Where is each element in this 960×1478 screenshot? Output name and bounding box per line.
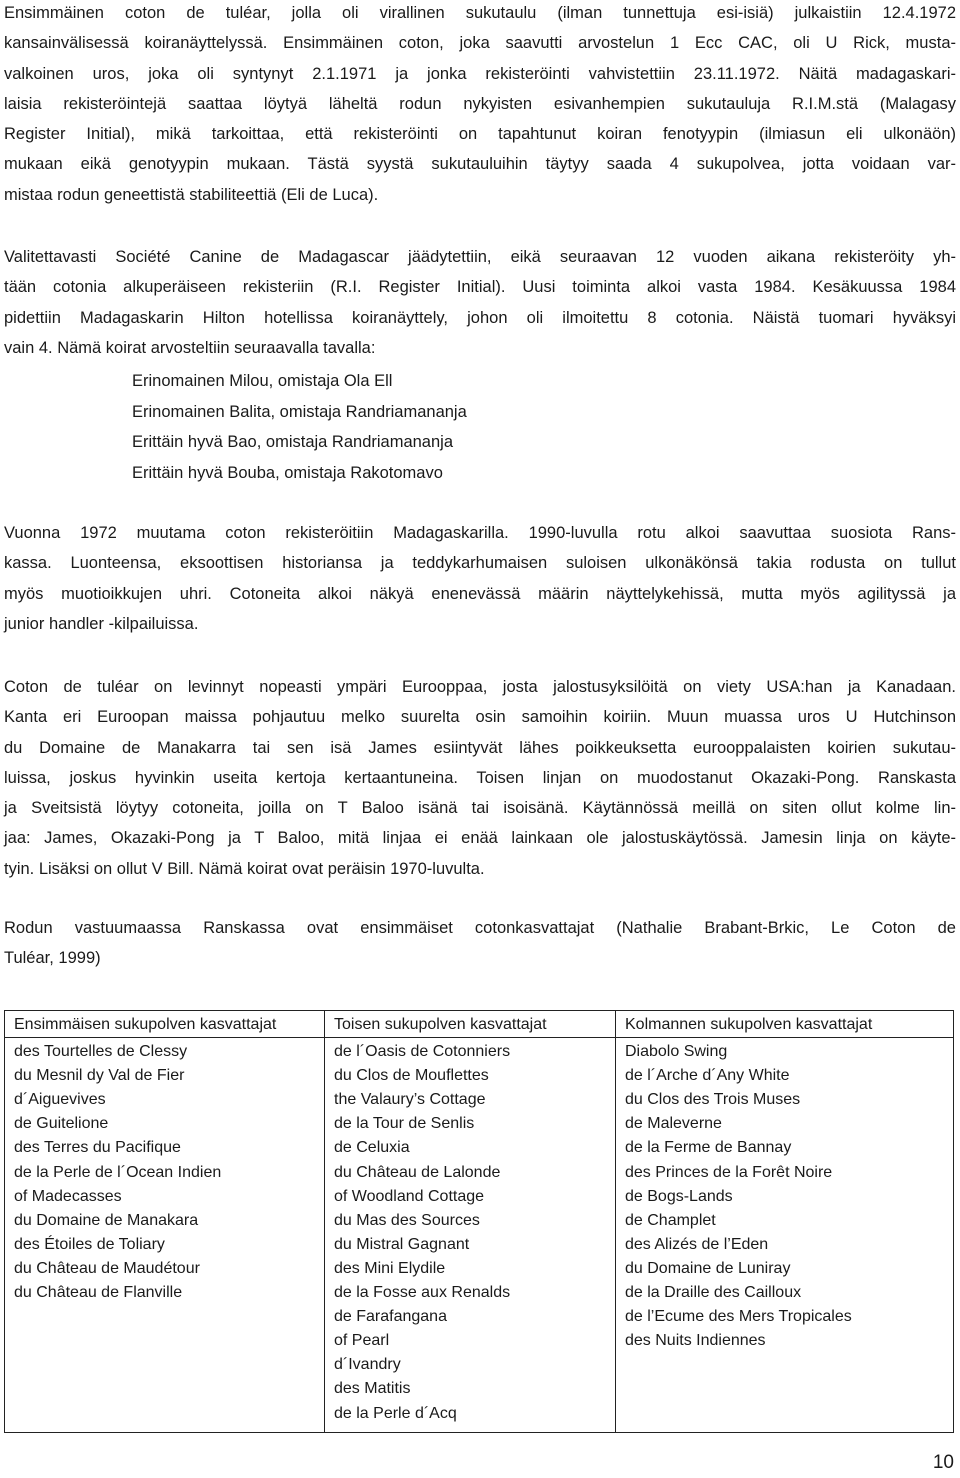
list-item: of Madecasses (14, 1187, 122, 1205)
list-item: des Princes de la Forêt Noire (625, 1163, 833, 1181)
paragraph-european-lines (4, 672, 956, 884)
list-item: Erinomainen Milou, omistaja Ola Ell (132, 372, 393, 390)
list-item: des Étoiles de Toliary (14, 1235, 165, 1253)
text-line: Register Initial), mikä tarkoittaa, että rekisteröinti on tapahtunut koiran fenotyypin (ilmiasun eli ulkonäön) (4, 125, 956, 144)
list-item: de l´Arche d´Any White (625, 1067, 790, 1085)
list-item: de Bogs-Lands (625, 1187, 733, 1205)
list-item: des Nuits Indiennes (625, 1332, 766, 1350)
list-item: de la Perle d´Acq (334, 1404, 457, 1422)
list-item: d´Aiguevives (14, 1091, 106, 1109)
text-line: Kanta eri Euroopan maissa pohjautuu melko suurelta osin samoihin koiriin. Muun muassa uros U Hutchinson (4, 708, 956, 727)
table-header-row (5, 1011, 954, 1038)
list-item: des Terres du Pacifique (14, 1139, 181, 1157)
list-item: des Mini Elydile (334, 1259, 446, 1277)
text-line: tyin. Lisäksi on ollut V Bill. Nämä koirat ovat peräisin 1970-luvulta. (4, 859, 485, 878)
list-item: des Alizés de l’Eden (625, 1235, 769, 1253)
text-line: vain 4. Nämä koirat arvosteltiin seuraavalla tavalla: (4, 338, 376, 357)
page-number: 10 (932, 1452, 954, 1473)
list-item: du Domaine de Luniray (625, 1259, 791, 1277)
list-item: d´Ivandry (334, 1356, 401, 1374)
list-item: du Clos de Mouflettes (334, 1067, 489, 1085)
column-header: Toisen sukupolven kasvattajat (325, 1011, 616, 1038)
paragraph-madagascar-society (4, 242, 956, 363)
list-item: Erinomainen Balita, omistaja Randriamananja (132, 402, 467, 421)
text-line: Valitettavasti Société Canine de Madagascar jäädytettiin, eikä seuraavan 12 vuoden aikana rekisteröity yh- (4, 248, 956, 266)
list-item: des Matitis (334, 1380, 411, 1398)
list-item: de la Tour de Senlis (334, 1115, 475, 1133)
list-item: de Champlet (625, 1211, 716, 1229)
text-line: valkoinen uros, joka oli syntynyt 2.1.1971 ja jonka rekisteröinti vahvistettiin 23.11.1972. Näitä madagaskari- (4, 64, 956, 83)
list-item: du Mesnil dy Val de Fier (14, 1067, 185, 1085)
text-line: mistaa rodun geneettistä stabiliteettiä (Eli de Luca). (4, 185, 379, 204)
list-item: de la Draille des Cailloux (625, 1284, 802, 1302)
text-line: du Domaine de Manakarra tai sen isä James esiintyvät lähes poikkeuksetta eurooppalaisten koirien sukutau- (4, 738, 956, 757)
list-item: du Château de Flanville (14, 1284, 183, 1302)
text-line: Tuléar, 1999) (4, 949, 101, 968)
list-item: de la Ferme de Bannay (625, 1139, 792, 1157)
paragraph-popularity (4, 518, 956, 639)
text-line: jaa: James, Okazaki-Pong ja T Baloo, mitä linjaa ei enää lainkaan ole jalostuskäytössä. Jamesin linja on käyte- (4, 829, 956, 848)
list-item: de l’Ecume des Mers Tropicales (625, 1308, 852, 1326)
column-header: Kolmannen sukupolven kasvattajat (616, 1011, 954, 1038)
list-item: du Mistral Gagnant (334, 1235, 470, 1253)
table-cell-third-generation (616, 1038, 954, 1433)
text-line: Coton de tuléar on levinnyt nopeasti ympäri Eurooppaa, josta jalostusyksilöitä on viety USA:han ja Kanadaan. (4, 678, 956, 696)
table-cell-second-generation (325, 1038, 616, 1433)
table-row (5, 1038, 954, 1433)
text-line: Vuonna 1972 muutama coton rekisteröitiin Madagaskarilla. 1990-luvulla rotu alkoi saavuttaa suosiota Rans- (4, 524, 956, 542)
list-item: de la Perle de l´Ocean Indien (14, 1163, 222, 1181)
text-line: laisia rekisteröintejä saattaa löytyä läheltä rodun nykyisten esivanhempien sukutauluja R.I.M.stä (Malagasy (4, 94, 956, 113)
list-item: de Guitelione (14, 1115, 109, 1133)
list-item: Erittäin hyvä Bao, omistaja Randriamananja (132, 433, 454, 451)
list-item: du Clos des Trois Muses (625, 1091, 801, 1109)
list-item: de la Fosse aux Renalds (334, 1284, 511, 1302)
list-item: de Maleverne (625, 1115, 722, 1133)
text-line: Ensimmäinen coton de tuléar, jolla oli virallinen sukutaulu (ilman tunnettuja esi-isiä) julkaistiin 12.4.1972 (4, 4, 956, 22)
list-item: of Woodland Cottage (334, 1187, 485, 1205)
column-header: Ensimmäisen sukupolven kasvattajat (5, 1011, 325, 1038)
text-line: luissa, joskus hyvinkin useita kertoja kertaantuneina. Toisen linjan on muodostanut Okazaki-Pong. Ranskasta (4, 768, 956, 787)
text-line: kansainvälisessä koiranäyttelyssä. Ensimmäinen coton, joka saavutti arvostelun 1 Ecc CAC, oli U Rick, musta- (4, 34, 956, 53)
text-line: kassa. Luonteensa, eksoottisen historiansa ja teddykarhumaisen suloisen ulkonäkönsä takia rodusta on tullut (4, 554, 956, 573)
list-item: du Mas des Sources (334, 1211, 480, 1229)
paragraph-france-breeders (4, 913, 956, 974)
paragraph-history-registration (4, 0, 956, 210)
text-line: myös muotioikkujen uhri. Cotoneita alkoi näkyä enenevässä määrin näyttelykehissä, mutta myös agilityssä ja (4, 584, 956, 603)
table-cell-first-generation (5, 1038, 325, 1433)
text-line: junior handler -kilpailuissa. (4, 614, 199, 633)
text-line: Rodun vastuumaassa Ranskassa ovat ensimmäiset cotonkasvattajat (Nathalie Brabant-Brkic, Le Coton de (4, 919, 956, 937)
list-item: des Tourtelles de Clessy (14, 1043, 188, 1061)
list-item: du Château de Lalonde (334, 1163, 501, 1181)
list-item: de Farafangana (334, 1308, 447, 1326)
text-line: pidettiin Madagaskarin Hilton hotellissa koiranäyttely, johon oli ilmoitettu 8 cotonia. Näistä tuomari hyväksyi (4, 308, 956, 327)
text-line: mukaan eikä genotyypin mukaan. Tästä syystä sukutauluihin täytyy saada 4 sukupolvea, jotta voidaan var- (4, 155, 956, 174)
list-item: du Domaine de Manakara (14, 1211, 199, 1229)
text-line: tään cotonia alkuperäiseen rekisteriin (R.I. Register Initial). Uusi toiminta alkoi vasta 1984. Kesäkuussa 1984 (4, 278, 956, 297)
text-line: ja Sveitsistä löytyy cotoneita, joilla on T Baloo isänä tai isoisänä. Käytännössä meillä on siten ollut kolme lin- (4, 799, 956, 818)
list-item: du Château de Maudétour (14, 1259, 200, 1277)
breeders-table (4, 1010, 954, 1433)
list-item: de l´Oasis de Cotonniers (334, 1043, 511, 1061)
list-item: of Pearl (334, 1332, 390, 1350)
list-item: Erittäin hyvä Bouba, omistaja Rakotomavo (132, 463, 443, 482)
dog-results-list (132, 366, 467, 488)
list-item: Diabolo Swing (625, 1043, 728, 1061)
list-item: the Valaury’s Cottage (334, 1091, 486, 1109)
list-item: de Celuxia (334, 1139, 410, 1157)
